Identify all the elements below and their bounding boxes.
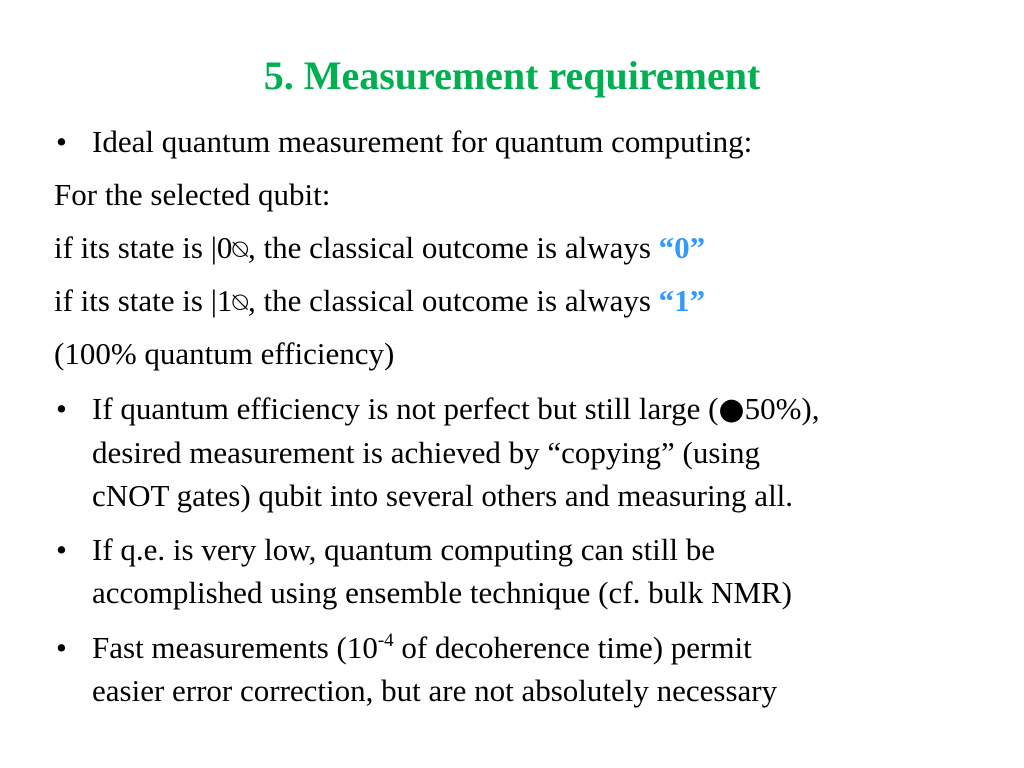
ket-symbol-icon: ⍉ <box>232 288 249 318</box>
state-zero-middle: , the classical outcome is always <box>248 230 659 265</box>
bullet-text-row: If q.e. is very low, quantum computing can still be <box>92 532 716 567</box>
state-one-line <box>54 279 705 325</box>
filled-circle-icon: ● <box>718 392 745 427</box>
bullet-text-row: accomplished using ensemble technique (cf. bulk NMR) <box>92 575 792 610</box>
bullet-low-efficiency <box>92 528 992 614</box>
bullet-text-row <box>92 626 992 669</box>
bullet-text-row: easier error correction, but are not absolutely necessary <box>92 673 778 708</box>
bullet-text-row: cNOT gates) qubit into several others and measuring all. <box>92 478 794 513</box>
bullet-marker: • <box>56 630 67 665</box>
bullet-marker: • <box>56 124 67 159</box>
bullet-text: Ideal quantum measurement for quantum computing: <box>92 124 753 159</box>
bullet-imperfect-efficiency <box>92 387 992 517</box>
outcome-one-value: “1” <box>658 283 706 318</box>
text-fragment: Fast measurements (10 <box>92 630 378 665</box>
selected-qubit-line: For the selected qubit: <box>54 177 331 212</box>
bullet-marker: • <box>56 532 67 567</box>
outcome-zero-value: “0” <box>658 230 706 265</box>
state-zero-line <box>54 226 705 272</box>
text-fragment: If quantum efficiency is not perfect but still large ( <box>92 391 719 426</box>
ket-symbol-icon: ⍉ <box>232 235 249 265</box>
text-fragment: of decoherence time) permit <box>393 630 752 665</box>
bullet-ideal-measurement <box>92 120 992 163</box>
exponent: -4 <box>377 630 394 651</box>
slide-title: 5. Measurement requirement <box>263 53 761 98</box>
state-one-prefix: if its state is |1 <box>54 283 233 318</box>
bullet-text-row <box>92 387 992 431</box>
bullet-text-row: desired measurement is achieved by “copying” (using <box>92 435 760 470</box>
efficiency-line: (100% quantum efficiency) <box>54 336 395 371</box>
bullet-marker: • <box>56 391 67 426</box>
state-one-middle: , the classical outcome is always <box>248 283 659 318</box>
text-fragment: 50%), <box>744 391 820 426</box>
bullet-fast-measurements <box>92 626 992 712</box>
state-zero-prefix: if its state is |0 <box>54 230 233 265</box>
